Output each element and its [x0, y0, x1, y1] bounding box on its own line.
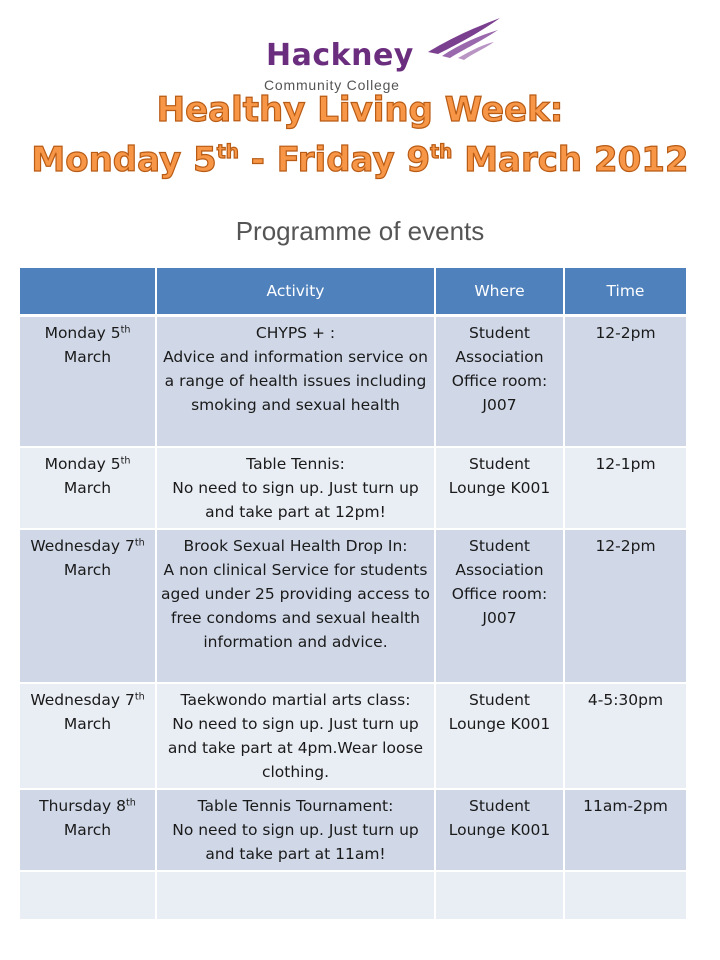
- time-cell: 11am-2pm: [564, 789, 686, 871]
- activity-cell: Table Tennis: No need to sign up. Just turn up and take part at 12pm!: [156, 447, 435, 529]
- where-cell: Student Lounge K001: [435, 683, 564, 789]
- where-cell: Student Association Office room: J007: [435, 316, 564, 447]
- activity-cell: Taekwondo martial arts class: No need to sign up. Just turn up and take part at 4pm.Wear loose clothing.: [156, 683, 435, 789]
- time-cell: 4-5:30pm: [564, 683, 686, 789]
- activity-cell: CHYPS + : Advice and information service on a range of health issues including smoking and sexual health: [156, 316, 435, 447]
- day-ordinal: th: [134, 691, 145, 703]
- table-row: [20, 447, 686, 529]
- header-where: Where: [435, 268, 564, 316]
- day-cell: [20, 316, 156, 447]
- day-cell: [20, 871, 156, 919]
- college-logo: [258, 14, 498, 93]
- day-month: March: [63, 820, 112, 839]
- table-row: [20, 316, 686, 447]
- logo-subtitle: Community College: [264, 77, 400, 93]
- day-ordinal: th: [126, 797, 136, 809]
- table-header-row: [20, 268, 686, 316]
- activity-cell: Table Tennis Tournament: No need to sign up. Just turn up and take part at 11am!: [156, 789, 435, 871]
- day-text: Wednesday 7: [30, 690, 135, 709]
- day-month: March: [63, 714, 112, 733]
- time-cell: 12-2pm: [564, 529, 686, 683]
- page-title-line-1: Healthy Living Week:: [156, 90, 564, 130]
- header-day: [20, 268, 156, 316]
- logo-name: Hackney: [266, 38, 414, 73]
- day-cell: [20, 447, 156, 529]
- day-ordinal: th: [120, 324, 131, 336]
- day-month: March: [63, 348, 112, 366]
- title-start-date: Monday 5: [31, 140, 217, 180]
- time-cell: [564, 871, 686, 919]
- logo-swoosh-icon: [424, 14, 504, 64]
- table-row: [20, 683, 686, 789]
- day-cell: [20, 789, 156, 871]
- day-text: Monday 5: [44, 454, 121, 473]
- where-cell: Student Association Office room: J007: [435, 529, 564, 683]
- day-text: Monday 5: [44, 324, 121, 342]
- title-start-ordinal: th: [216, 141, 239, 163]
- table-row: [20, 529, 686, 683]
- time-cell: 12-1pm: [564, 447, 686, 529]
- table-row: [20, 871, 686, 919]
- events-table: [20, 268, 686, 919]
- activity-cell: [156, 871, 435, 919]
- day-text: Wednesday 7: [30, 536, 135, 555]
- where-cell: [435, 871, 564, 919]
- day-ordinal: th: [134, 537, 145, 549]
- where-cell: Student Lounge K001: [435, 447, 564, 529]
- day-text: Thursday 8: [39, 796, 127, 815]
- day-cell: [20, 529, 156, 683]
- header-time: Time: [564, 268, 686, 316]
- day-cell: [20, 683, 156, 789]
- day-ordinal: th: [120, 455, 131, 467]
- time-cell: 12-2pm: [564, 316, 686, 447]
- header-activity: Activity: [156, 268, 435, 316]
- title-month-year: March 2012: [452, 140, 689, 180]
- activity-cell: Brook Sexual Health Drop In: A non clinical Service for students aged under 25 providing access to free condoms and sexual health information and advice.: [156, 529, 435, 683]
- table-row: [20, 789, 686, 871]
- programme-subtitle: Programme of events: [235, 216, 485, 246]
- title-end-date: - Friday 9: [238, 140, 431, 180]
- day-month: March: [63, 478, 112, 497]
- day-month: March: [63, 560, 112, 579]
- title-end-ordinal: th: [430, 141, 453, 163]
- page-title-line-2: [0, 140, 720, 180]
- where-cell: Student Lounge K001: [435, 789, 564, 871]
